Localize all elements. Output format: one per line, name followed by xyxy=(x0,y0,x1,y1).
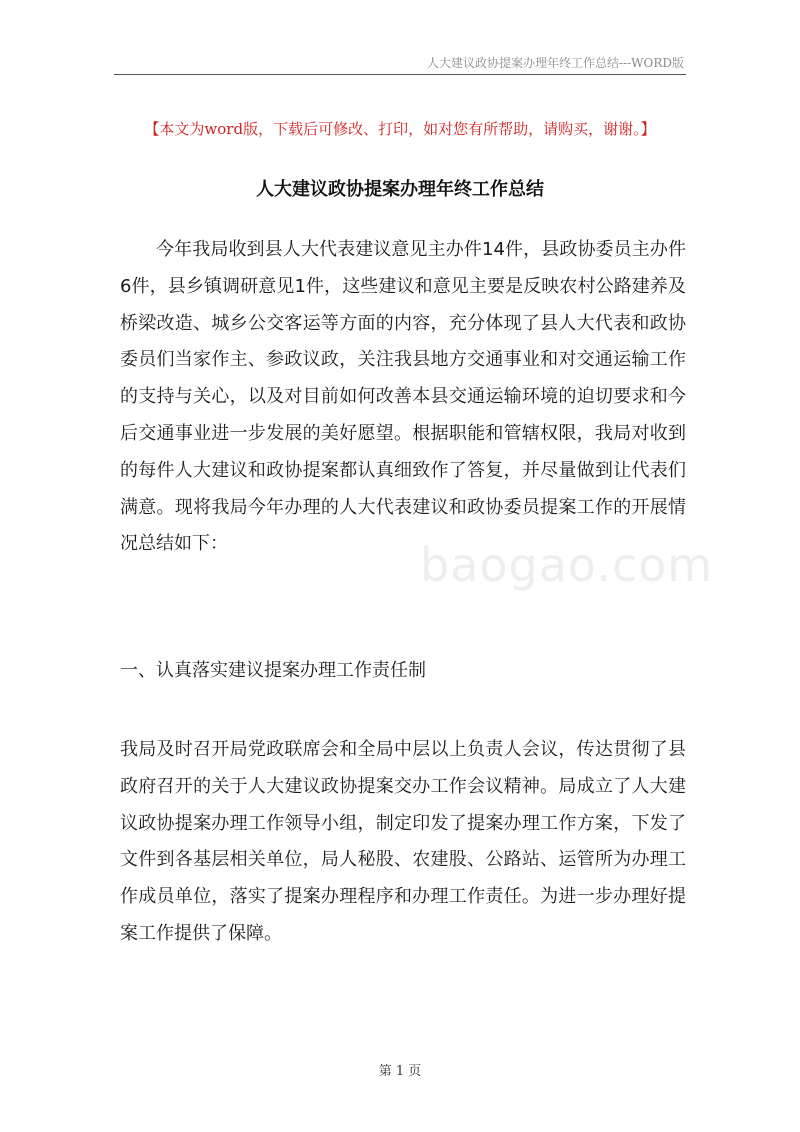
running-header: 人大建议政协提案办理年终工作总结---WORD版 xyxy=(427,56,684,70)
page-number: 第 1 页 xyxy=(378,1064,422,1079)
intro-paragraph: 今年我局收到县人大代表建议意见主办件14件，县政协委员主办件6件，县乡镇调研意见1件，这些建议和意见主要是反映农村公路建养及桥梁改造、城乡公交客运等方面的内容，充分体现了县人大代表和政协委员们当家作主、参政议政，关注我县地方交通事业和对交通运输工作的支持与关心，以及对目前如何改善本县交通运输环境的迫切要求和今后交通事业进一步发展的美好愿望。根据职能和管辖权限，我局对收到的每件人大建议和政协提案都认真细致作了答复，并尽量做到让代表们满意。现将我局今年办理的人大代表建议和政协委员提案工作的开展情况总结如下： xyxy=(120,239,686,555)
section-heading: 一、认真落实建议提案办理工作责任制 xyxy=(120,660,426,681)
document-title: 人大建议政协提案办理年终工作总结 xyxy=(256,179,544,200)
purchase-notice: 【本文为word版，下载后可修改、打印，如对您有所帮助，请购买，谢谢。】 xyxy=(144,120,656,138)
header-divider xyxy=(114,74,686,75)
section-paragraph: 我局及时召开局党政联席会和全局中层以上负责人会议，传达贯彻了县政府召开的关于人大建议政协提案交办工作会议精神。局成立了人大建议政协提案办理工作领导小组，制定印发了提案办理工作方案，下发了文件到各基层相关单位，局人秘股、农建股、公路站、运管所为办理工作成员单位，落实了提案办理程序和办理工作责任。为进一步办理好提案工作提供了保障。 xyxy=(120,739,686,944)
watermark: baogao.com xyxy=(420,538,714,592)
